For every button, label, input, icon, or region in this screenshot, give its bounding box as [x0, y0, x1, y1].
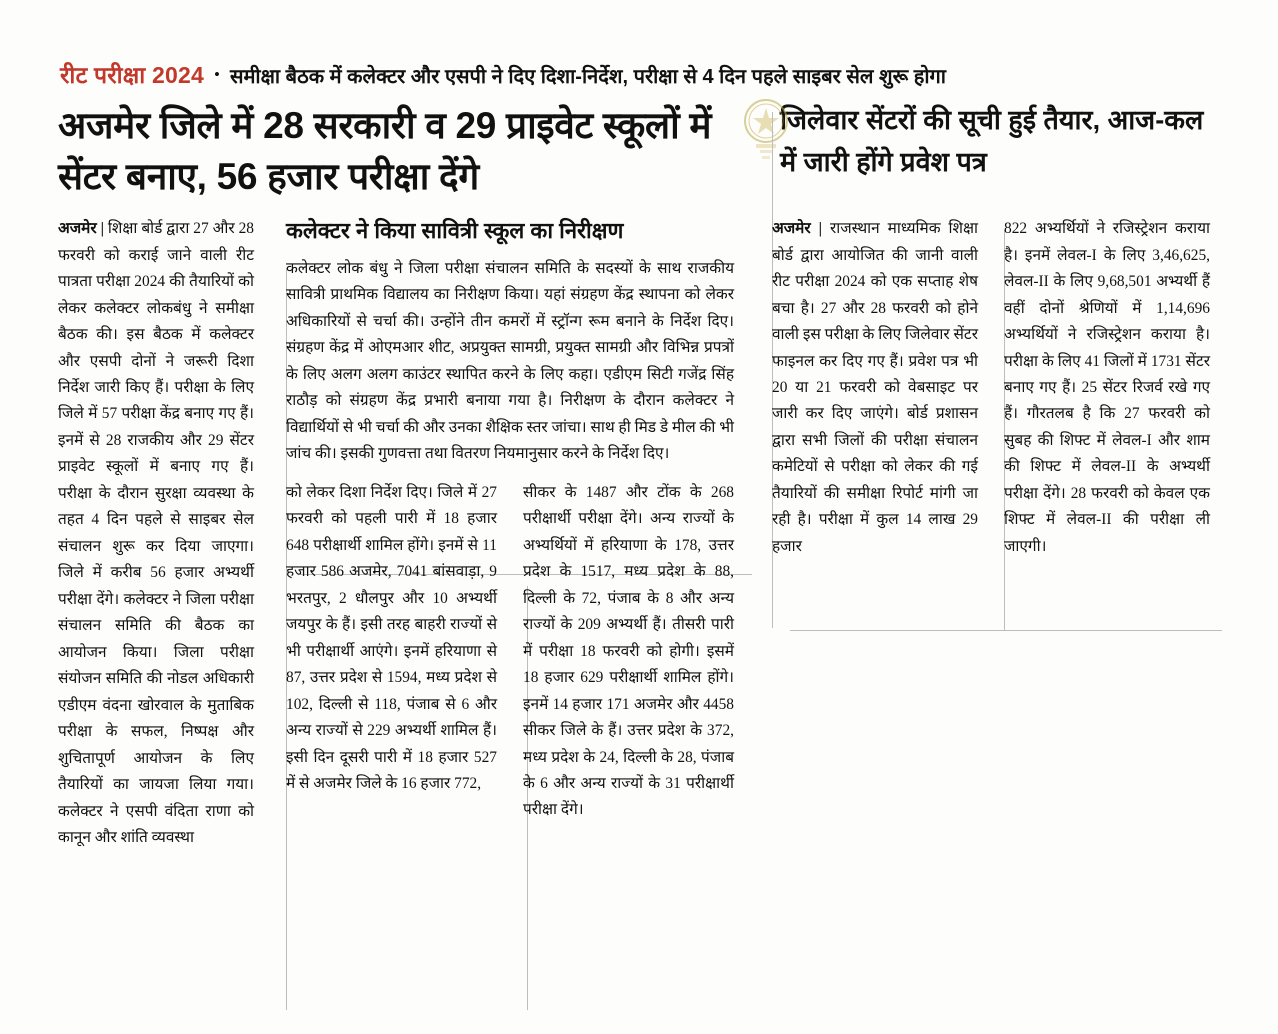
headline-secondary-block: [758, 100, 1218, 202]
headline-row: [0, 90, 1278, 202]
kicker-bullet-icon: •: [213, 65, 220, 84]
right-split-columns: [772, 216, 1210, 560]
dateline-ajmer-right: अजमेर |: [772, 220, 823, 238]
headline-main-block: [58, 100, 758, 202]
right-split-left: [772, 216, 991, 560]
right-left-text: राजस्थान माध्यमिक शिक्षा बोर्ड द्वारा आयोजित की जानी वाली रीट परीक्षा 2024 को एक सप्ताह शेष बचा है। 27 और 28 फरवरी को होने वाली इस परीक्षा के लिए जिलेवार सेंटर फाइनल कर दिए गए हैं। प्रवेश पत्र भी 20 या 21 फरवरी को वेबसाइट पर जारी कर दिए जाएंगे। बोर्ड प्रशासन द्वारा सभी जिलों की परीक्षा संचालन कमेटियों से परीक्षा को लेकर की गई तैयारियों की समीक्षा रिपोर्ट मांगी जा रही है। परीक्षा में कुल 14 लाख 29 हजार: [772, 220, 978, 555]
column-one: [58, 216, 270, 852]
right-left-paragraph: [772, 216, 978, 560]
right-split-right: [991, 216, 1210, 560]
kicker-text: समीक्षा बैठक में कलेक्टर और एसपी ने दिए दिशा-निर्देश, परीक्षा से 4 दिन पहले साइबर सेल शुरू होगा: [229, 66, 946, 88]
right-right-text: 822 अभ्यर्थियों ने रजिस्ट्रेशन कराया है। इनमें लेवल-I के लिए 3,46,625, लेवल-II के लिए 9,68,501 अभ्यर्थी हैं वहीं दोनों श्रेणियों में 1,14,696 अभ्यर्थियों ने रजिस्ट्रेशन कराया है। परीक्षा के लिए 41 जिलों में 1731 सेंटर बनाए गए हैं। 25 सेंटर रिजर्व रखे गए हैं। गौरतलब है कि 27 फरवरी को सुबह की शिफ्ट में लेवल-I और शाम की शिफ्ट में लेवल-II के अभ्यर्थी परीक्षा देंगे। 28 फरवरी को केवल एक शिफ्ट में लेवल-II की परीक्षा ली जाएगी।: [1004, 220, 1210, 555]
mid-split-right: [510, 480, 734, 824]
column-right: [750, 216, 1210, 852]
article-main-paragraph: [58, 216, 254, 852]
secondary-title: जिलेवार सेंटरों की सूची हुई तैयार, आज-कल में जारी होंगे प्रवेश पत्र: [780, 105, 1204, 177]
inspection-subheading: कलेक्टर ने किया सावित्री स्कूल का निरीक्षण: [286, 218, 624, 244]
kicker-tag: रीट परीक्षा 2024: [60, 62, 204, 88]
kicker-line: [0, 0, 1278, 90]
mid-right-text: सीकर के 1487 और टोंक के 268 परीक्षार्थी परीक्षा देंगे। अन्य राज्यों के अभ्यर्थियों में हरियाणा के 178, उत्तर प्रदेश के 1517, मध्य प्रदेश के 88, दिल्ली के 72, पंजाब के 8 और अन्य राज्यों के 209 अभ्यर्थी हैं। तीसरी पारी में परीक्षा 18 फरवरी को होगी। इसमें 18 हजार 629 परीक्षार्थी शामिल होंगे। इनमें 14 हजार 171 अजमेर और 4458 सीकर जिले के हैं। उत्तर प्रदेश के 372, मध्य प्रदेश के 24, दिल्ली के 28, पंजाब के 6 और अन्य राज्यों के 31 परीक्षार्थी परीक्षा देंगे।: [523, 483, 734, 819]
mid-split-left: [286, 480, 510, 824]
column-middle: [270, 216, 750, 852]
article-main-text: शिक्षा बोर्ड द्वारा 27 और 28 फरवरी को कराई जाने वाली रीट पात्रता परीक्षा 2024 की तैयारियों को लेकर कलेक्टर लोकबंधु ने समीक्षा बैठक की। इस बैठक में कलेक्टर और एसपी दोनों ने जरूरी दिशा निर्देश जारी किए हैं। परीक्षा के लिए जिले में 57 परीक्षा केंद्र बनाए गए हैं। इनमें से 28 राजकीय और 29 सेंटर प्राइवेट स्कूलों में बनाए गए हैं। परीक्षा के दौरान सुरक्षा व्यवस्था के तहत 4 दिन पहले से साइबर सेल संचालन शुरू कर दिया जाएगा। जिले में करीब 56 हजार अभ्यर्थी परीक्षा देंगे। कलेक्टर ने जिला परीक्षा संचालन समिति की बैठक का आयोजन किया। जिला परीक्षा संयोजन समिति की नोडल अधिकारी एडीएम वंदना खोरवाल के मुताबिक परीक्षा के सफल, निष्पक्ष और शुचितापूर्ण आयोजन के लिए तैयारियों का जायजा लिया गया। कलेक्टर ने एसपी वंदिता राणा को कानून और शांति व्यवस्था: [58, 220, 254, 847]
mid-split-columns: [286, 480, 734, 824]
body-columns: [0, 202, 1278, 852]
page-title: अजमेर जिले में 28 सरकारी व 29 प्राइवेट स्कूलों में सेंटर बनाए, 56 हजार परीक्षा देंगे: [58, 105, 712, 198]
mid-left-text: को लेकर दिशा निर्देश दिए। जिले में 27 फरवरी को पहली पारी में 18 हजार 648 परीक्षार्थी शामिल होंगे। इनमें से 11 हजार 586 अजमेर, 7041 बांसवाड़ा, 9 भरतपुर, 2 धौलपुर और 10 अभ्यर्थी जयपुर के हैं। इसी तरह बाहरी राज्यों से भी परीक्षार्थी आएंगे। इनमें हरियाणा से 87, उत्तर प्रदेश से 1594, मध्य प्रदेश से 102, दिल्ली से 118, पंजाब से 6 और अन्य राज्यों से 229 अभ्यर्थी शामिल हैं। इसी दिन दूसरी पारी में 18 हजार 527 में से अजमेर जिले के 16 हजार 772,: [286, 483, 497, 792]
dateline-ajmer: अजमेर |: [58, 220, 104, 238]
inspection-text: कलेक्टर लोक बंधु ने जिला परीक्षा संचालन समिति के सदस्यों के साथ राजकीय सावित्री प्राथमिक विद्यालय का निरीक्षण किया। यहां संग्रहण केंद्र स्थापना को लेकर अधिकारियों से चर्चा की। उन्होंने तीन कमरों में स्ट्रॉन्ग रूम बनाने के निर्देश दिए। संग्रहण केंद्र में ओएमआर शीट, अप्रयुक्त सामग्री, प्रयुक्त सामग्री और विभिन्न प्रपत्रों के लिए अलग अलग काउंटर स्थापित करने के लिए कहा। एडीएम सिटी गजेंद्र सिंह राठौड़ को संग्रहण केंद्र प्रभारी बनाया गया है। निरीक्षण के दौरान कलेक्टर ने विद्यार्थियों से भी चर्चा की और उनका शैक्षिक स्तर जांचा। साथ ही मिड डे मील की भी जांच की। इसकी गुणवत्ता तथा वितरण नियमानुसार करने के निर्देश दिए।: [286, 259, 734, 463]
